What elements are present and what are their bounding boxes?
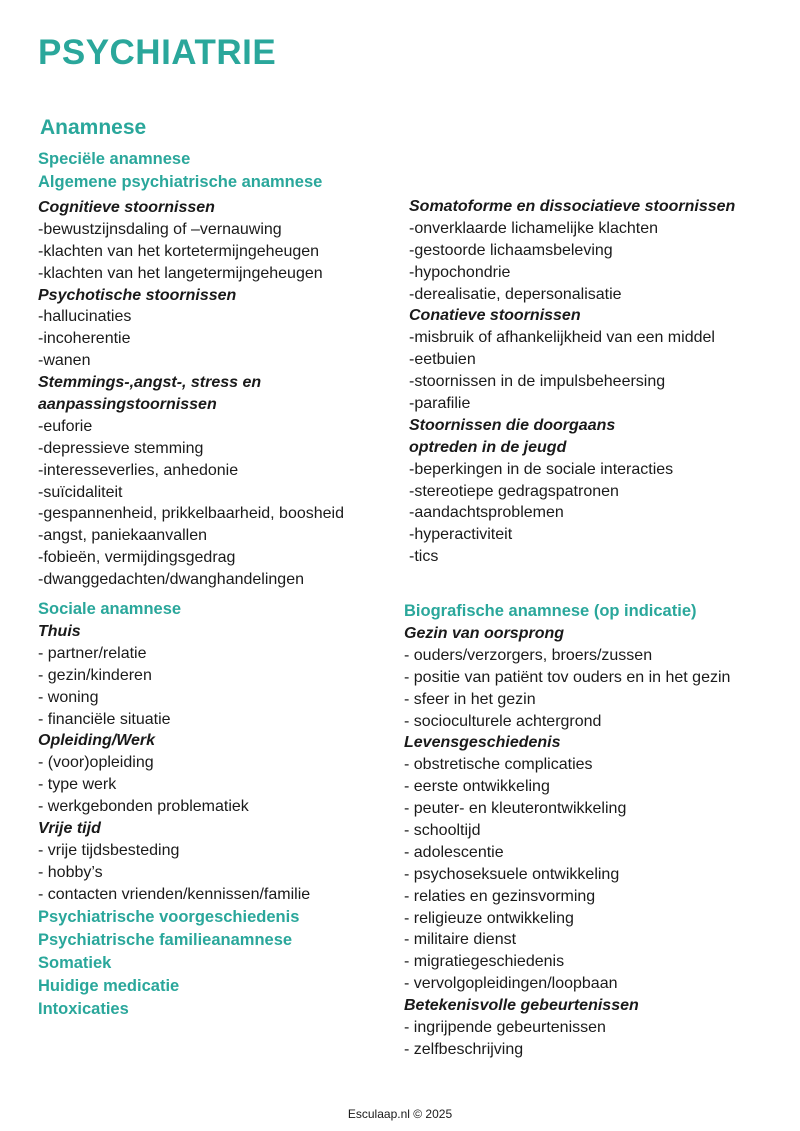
section-subheading: Somatiek: [38, 953, 112, 972]
subheading-algemene: Algemene psychiatrische anamnese: [38, 173, 323, 191]
list-item: -incoherentie: [38, 330, 131, 348]
section-subheading: Psychiatrische familieanamnese: [38, 930, 293, 949]
section-subheading: Huidige medicatie: [38, 976, 180, 995]
list-item: - ouders/verzorgers, broers/zussen: [404, 646, 653, 664]
list-item: - gezin/kinderen: [38, 666, 152, 684]
list-item: - relaties en gezinsvorming: [404, 887, 596, 905]
section-subheading: Biografische anamnese (op indicatie): [404, 602, 697, 620]
category-heading: aanpassingstoornissen: [38, 396, 217, 414]
column-left-top: [38, 197, 344, 591]
footer-copyright: Esculaap.nl © 2025: [347, 1107, 453, 1121]
list-item: -stoornissen in de impulsbeheersing: [409, 373, 666, 391]
list-item: -hallucinaties: [38, 308, 132, 326]
list-item: -depressieve stemming: [38, 439, 204, 457]
list-item: - ingrijpende gebeurtenissen: [404, 1019, 606, 1037]
category-heading: Betekenisvolle gebeurtenissen: [404, 997, 639, 1015]
column-right-top: [409, 196, 735, 568]
list-item: - financiële situatie: [38, 710, 171, 728]
list-item: -misbruik of afhankelijkheid van een middel: [409, 329, 715, 347]
list-item: -wanen: [38, 352, 91, 370]
list-item: - obstretische complicaties: [404, 756, 593, 774]
list-item: -klachten van het langetermijngeheugen: [38, 264, 323, 282]
list-item: -fobieën, vermijdingsgedrag: [38, 549, 236, 567]
section-subheading: Intoxicaties: [38, 999, 129, 1018]
list-item: -derealisatie, depersonalisatie: [409, 285, 622, 303]
list-item: - eerste ontwikkeling: [404, 778, 550, 796]
list-item: -gestoorde lichaamsbeleving: [409, 241, 613, 259]
list-item: - militaire dienst: [404, 931, 517, 949]
list-item: - schooltijd: [404, 822, 481, 840]
list-item: - woning: [38, 688, 99, 706]
list-item: -onverklaarde lichamelijke klachten: [409, 219, 659, 237]
list-item: -eetbuien: [409, 351, 476, 369]
list-item: - vrije tijdsbesteding: [38, 841, 180, 859]
section-heading-anamnese: Anamnese: [40, 116, 147, 139]
category-heading: Cognitieve stoornissen: [38, 199, 215, 216]
category-heading: Stemmings-,angst-, stress en: [38, 374, 262, 392]
list-item: -hypochondrie: [409, 263, 511, 281]
list-item: - type werk: [38, 776, 117, 794]
list-item: - adolescentie: [404, 843, 504, 861]
list-item: -dwanggedachten/dwanghandelingen: [38, 571, 304, 589]
list-item: - vervolgopleidingen/loopbaan: [404, 975, 618, 993]
list-item: - religieuze ontwikkeling: [404, 909, 574, 927]
category-heading: Somatoforme en dissociatieve stoornissen: [409, 198, 736, 215]
list-item: - psychoseksuele ontwikkeling: [404, 865, 620, 883]
list-item: - peuter- en kleuterontwikkeling: [404, 800, 627, 818]
list-item: - partner/relatie: [38, 644, 147, 662]
list-item: -tics: [409, 548, 439, 566]
list-item: -gespannenheid, prikkelbaarheid, boosheid: [38, 505, 344, 523]
category-heading: Psychotische stoornissen: [38, 286, 237, 304]
list-item: - socioculturele achtergrond: [404, 712, 602, 730]
list-item: - positie van patiënt tov ouders en in het gezin: [404, 668, 731, 686]
list-item: - hobby’s: [38, 863, 103, 881]
page-title: PSYCHIATRIE: [38, 33, 277, 72]
list-item: -suïcidaliteit: [38, 483, 123, 501]
category-heading: Conatieve stoornissen: [409, 307, 581, 325]
subheading-speciele: Speciële anamnese: [38, 150, 191, 168]
list-item: -angst, paniekaanvallen: [38, 527, 208, 545]
list-item: -stereotiepe gedragspatronen: [409, 482, 619, 500]
list-item: - zelfbeschrijving: [404, 1040, 524, 1058]
column-left-bottom: [38, 598, 310, 1021]
category-heading: optreden in de jeugd: [409, 438, 567, 456]
category-heading: Opleiding/Werk: [38, 732, 156, 750]
column-right-bottom: [404, 600, 730, 1061]
list-item: -klachten van het kortetermijngeheugen: [38, 242, 320, 260]
category-heading: Levensgeschiedenis: [404, 734, 561, 752]
section-subheading: Psychiatrische voorgeschiedenis: [38, 907, 300, 926]
category-heading: Thuis: [38, 623, 81, 640]
list-item: - sfeer in het gezin: [404, 690, 536, 708]
section-subheading: Sociale anamnese: [38, 600, 182, 618]
category-heading: Stoornissen die doorgaans: [409, 416, 616, 434]
list-item: -euforie: [38, 417, 93, 435]
list-item: - contacten vrienden/kennissen/familie: [38, 885, 311, 903]
list-item: -parafilie: [409, 395, 471, 413]
list-item: -bewustzijnsdaling of –vernauwing: [38, 220, 282, 238]
list-item: - werkgebonden problematiek: [38, 798, 249, 816]
category-heading: Gezin van oorsprong: [404, 625, 565, 642]
list-item: -beperkingen in de sociale interacties: [409, 460, 674, 478]
list-item: -interesseverlies, anhedonie: [38, 461, 239, 479]
category-heading: Vrije tijd: [38, 820, 101, 838]
list-item: - migratiegeschiedenis: [404, 953, 565, 971]
list-item: -hyperactiviteit: [409, 526, 513, 544]
list-item: - (voor)opleiding: [38, 754, 154, 772]
list-item: -aandachtsproblemen: [409, 504, 564, 522]
